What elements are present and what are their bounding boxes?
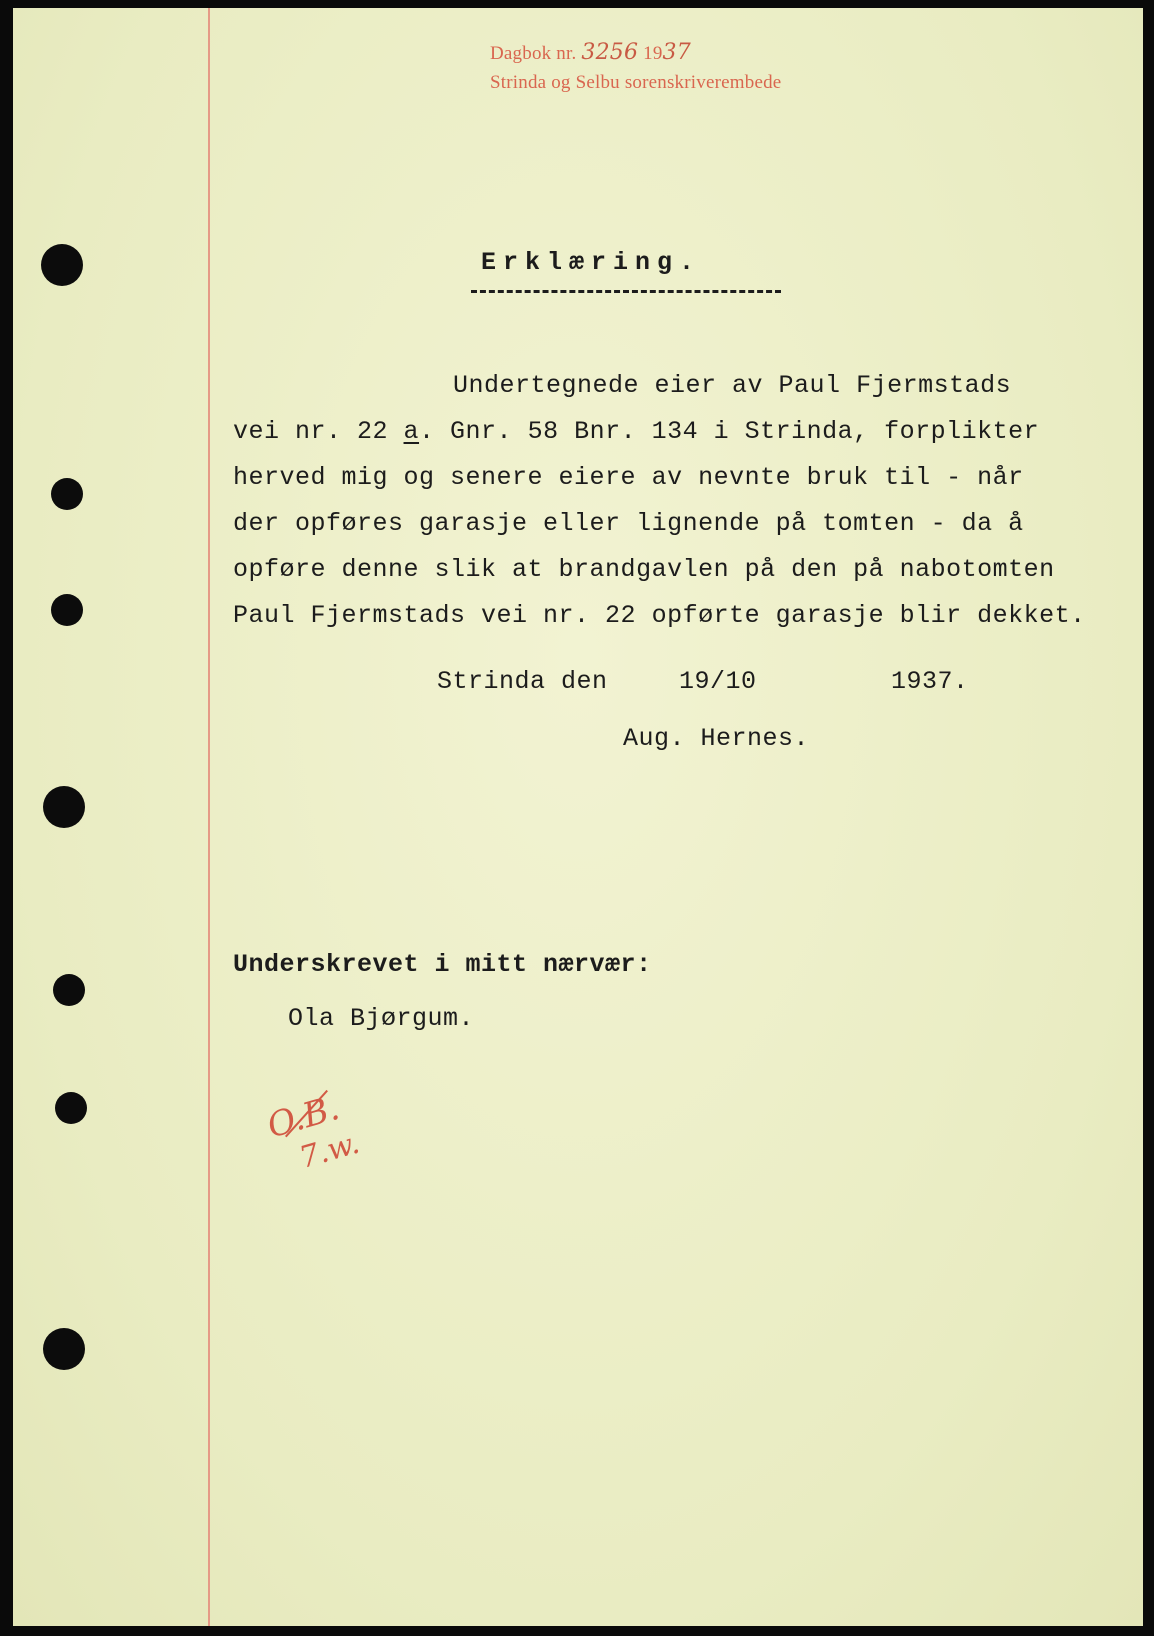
punch-hole-1 — [41, 244, 83, 286]
typed-signature: Aug. Hernes. — [623, 724, 810, 753]
body-line-3: herved mig og senere eiere av nevnte bruk til - når — [233, 463, 1024, 492]
punch-hole-3 — [51, 594, 83, 626]
journal-year-prefix: 19 — [643, 43, 663, 64]
document-page — [13, 8, 1143, 1626]
background-watermark — [343, 48, 433, 748]
witness-label: Underskrevet i mitt nærvær: — [233, 950, 652, 979]
journal-number-value: 3256 — [581, 40, 639, 65]
handwritten-initials — [263, 1085, 364, 1185]
body-line-2-underlined: a — [403, 417, 420, 446]
journal-year-suffix: 37 — [662, 40, 691, 65]
punch-hole-7 — [43, 1328, 85, 1370]
body-line-5: opføre denne slik at brandgavlen på den på nabotomten — [233, 555, 1055, 584]
initials-line-1: O.B. — [263, 1088, 344, 1147]
witness-name: Ola Bjørgum. — [288, 1004, 475, 1033]
journal-number-line — [490, 38, 781, 68]
body-line-1: Undertegnede eier av Paul Fjermstads — [453, 371, 1012, 400]
body-line-4: der opføres garasje eller lignende på tomten - da å — [233, 509, 1024, 538]
court-office-name: Strinda og Selbu sorenskriverembede — [490, 72, 782, 93]
body-line-2-end: . Gnr. 58 Bnr. 134 i Strinda, forplikter — [419, 417, 1040, 446]
journal-stamp — [490, 38, 781, 97]
punch-hole-4 — [43, 786, 85, 828]
document-title: Erklæring. — [481, 248, 702, 277]
place-label: Strinda den — [437, 667, 608, 696]
margin-rule — [208, 8, 210, 1626]
title-underline — [471, 290, 781, 293]
punch-hole-2 — [51, 478, 83, 510]
date-value: 19/10 — [679, 667, 757, 696]
year-value: 1937. — [891, 667, 969, 696]
punch-hole-5 — [53, 974, 85, 1006]
body-line-2-start: vei nr. 22 — [233, 417, 404, 446]
initials-line-2: 7.w. — [295, 1125, 364, 1176]
body-line-6: Paul Fjermstads vei nr. 22 opførte garasje blir dekket. — [233, 601, 1086, 630]
journal-number-label: Dagbok nr. — [490, 43, 577, 64]
body-line-2 — [233, 417, 1039, 446]
punch-hole-6 — [55, 1092, 87, 1124]
